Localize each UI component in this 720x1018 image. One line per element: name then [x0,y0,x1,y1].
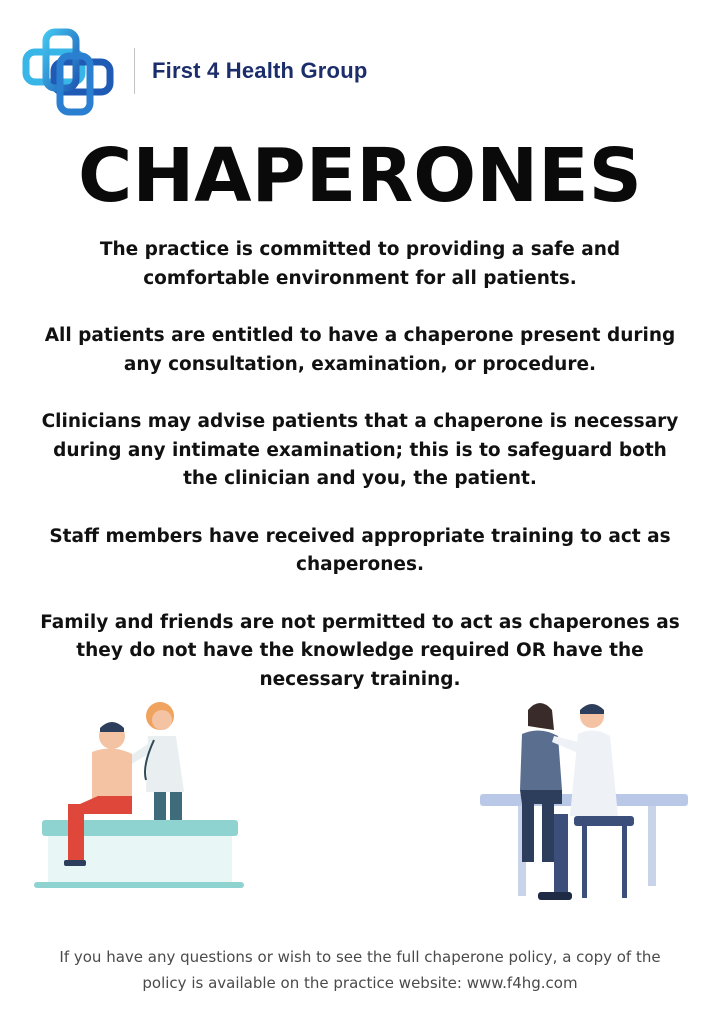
paragraph-family-friends: Family and friends are not permitted to act as chaperones as they do not have the knowledge required OR have the necessary training. [40,611,680,690]
page-title: CHAPERONES [78,133,642,219]
paragraph-entitlement: All patients are entitled to have a chaperone present during any consultation, examination, or procedure. [44,325,676,375]
organisation-name: First 4 Health Group [152,58,368,83]
paragraph-clinician-advice: Clinicians may advise patients that a chaperone is necessary during any intimate examination; this is to safeguard both the clinician and you, the patient. [41,411,679,489]
paragraph-commitment: The practice is committed to providing a safe and comfortable environment for all patients. [99,239,621,289]
footer-note [0,944,720,996]
doctor-examining-patient-illustration [28,696,250,896]
interlocking-cross-logo-icon [22,28,114,116]
notice-body [36,236,684,723]
doctor-with-patient-on-couch-illustration [478,696,692,906]
header [0,0,720,120]
header-divider [134,48,135,94]
footer-line-1: If you have any questions or wish to see the full chaperone policy, a copy of the [59,948,661,966]
paragraph-staff-training: Staff members have received appropriate training to act as chaperones. [49,525,671,575]
footer-line-2: policy is available on the practice website: www.f4hg.com [142,974,578,992]
